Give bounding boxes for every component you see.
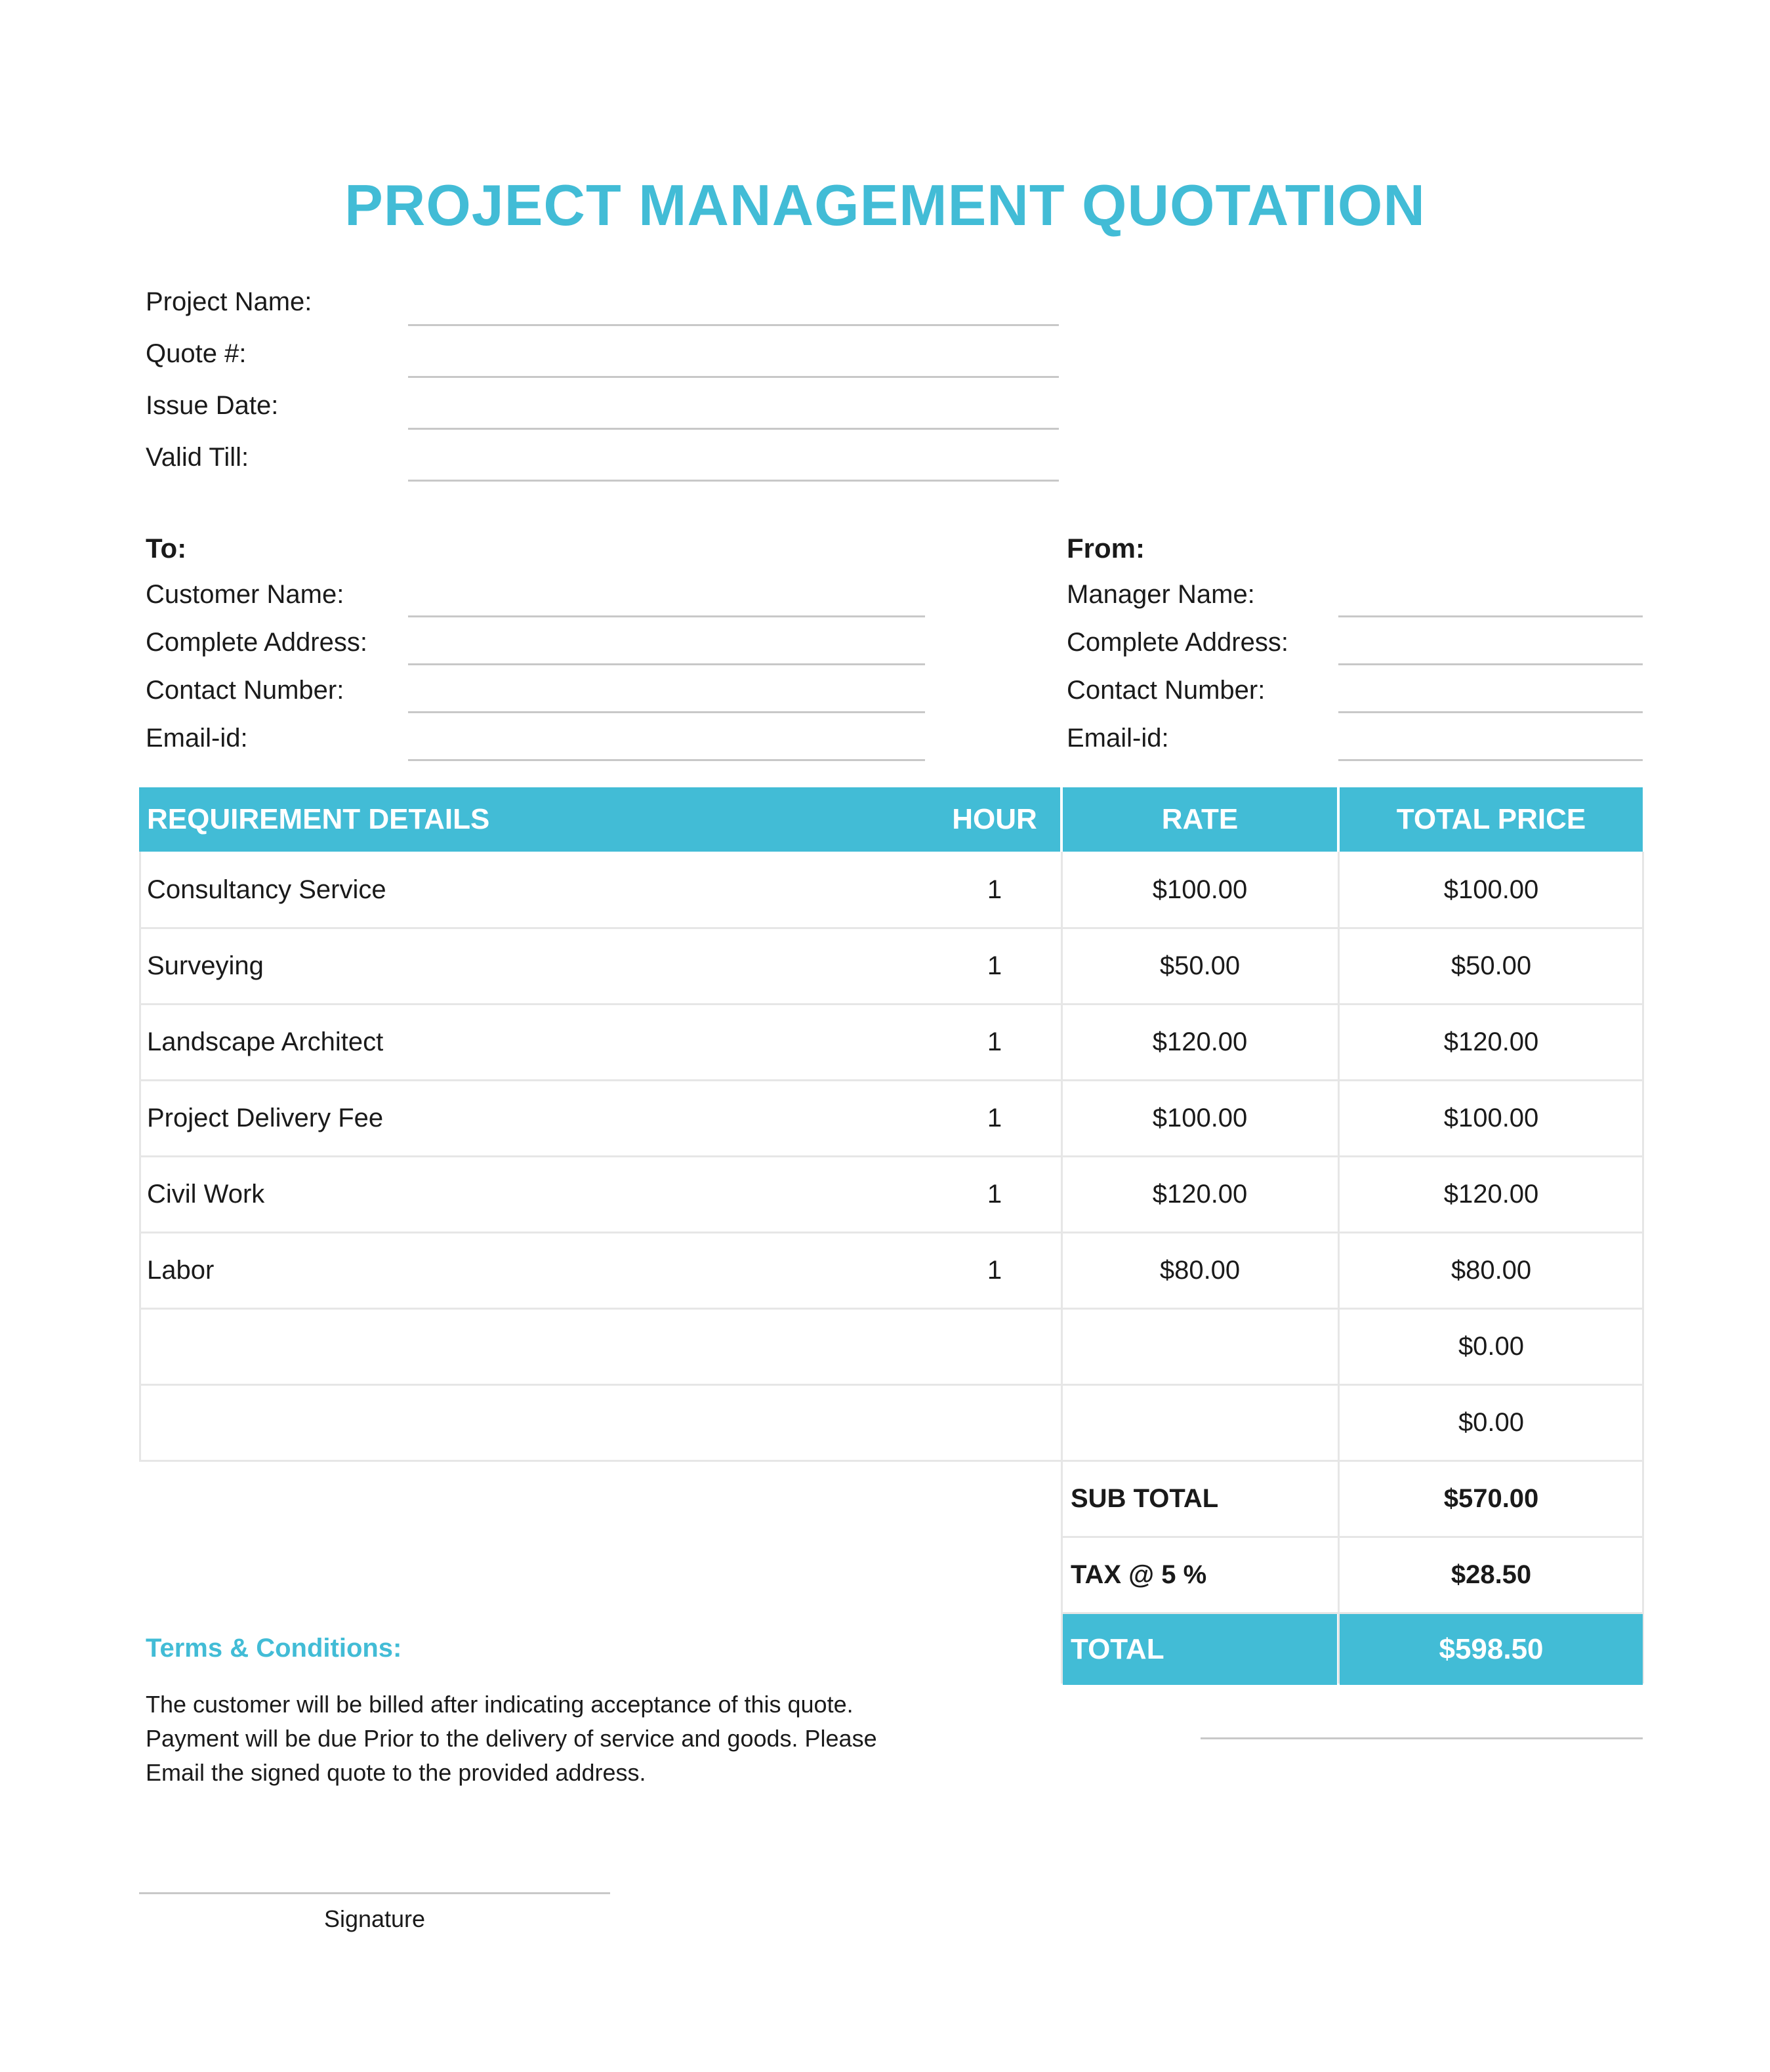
header-total-price: TOTAL PRICE: [1340, 787, 1643, 852]
table-row-total: $80.00: [1451, 1255, 1532, 1285]
valid-till-field-line: [408, 480, 1059, 482]
table-row-hour: 1: [987, 875, 1002, 904]
quote-number-label: Quote #:: [146, 339, 247, 368]
table-row-rate: $100.00: [1152, 1103, 1248, 1132]
project-name-field-line: [408, 324, 1059, 326]
terms-title: Terms & Conditions:: [146, 1634, 402, 1663]
table-row-hour: 1: [987, 1027, 1002, 1056]
valid-till-label: Valid Till:: [146, 443, 249, 472]
to-email-field-line: [408, 759, 925, 761]
from-email-label: Email-id:: [1067, 724, 1169, 753]
table-row-hour: 1: [987, 1103, 1002, 1132]
table-row-hour: 1: [987, 951, 1002, 980]
to-heading: To:: [146, 533, 187, 564]
manager-name-label: Manager Name:: [1067, 580, 1255, 609]
from-contact-label: Contact Number:: [1067, 676, 1266, 705]
table-row-details: [139, 1384, 926, 1461]
table-row-rate: [1063, 1384, 1337, 1461]
table-row-details: Labor: [147, 1255, 215, 1285]
issue-date-field-line: [408, 428, 1059, 430]
issue-date-label: Issue Date:: [146, 391, 279, 420]
to-contact-label: Contact Number:: [146, 676, 344, 705]
customer-name-label: Customer Name:: [146, 580, 344, 609]
table-row-rate: $120.00: [1152, 1027, 1248, 1056]
tax-label: TAX @ 5 %: [1071, 1560, 1207, 1589]
total-value: $598.50: [1340, 1614, 1643, 1685]
customer-name-field-line: [408, 615, 925, 617]
to-contact-field-line: [408, 711, 925, 713]
signature-line: [139, 1892, 610, 1894]
table-row-total: $120.00: [1443, 1179, 1539, 1209]
table-row-total: $0.00: [1458, 1407, 1525, 1437]
table-row-hour: 1: [987, 1179, 1002, 1209]
table-row-rate: $100.00: [1152, 875, 1248, 904]
quote-number-field-line: [408, 376, 1059, 378]
table-row-details: Civil Work: [147, 1179, 265, 1209]
to-address-field-line: [408, 663, 925, 665]
project-name-label: Project Name:: [146, 287, 312, 316]
terms-line: Payment will be due Prior to the delivery of service and goods. Please: [146, 1725, 877, 1752]
tax-value: $28.50: [1451, 1560, 1532, 1589]
from-address-field-line: [1338, 663, 1643, 665]
table-row-total: $0.00: [1458, 1331, 1525, 1361]
table-row-total: $50.00: [1451, 951, 1532, 980]
table-row-total: $120.00: [1443, 1027, 1539, 1056]
terms-line: The customer will be billed after indicating acceptance of this quote.: [146, 1691, 854, 1718]
table-row-hour: [929, 1308, 1060, 1384]
table-row-rate: $50.00: [1159, 951, 1241, 980]
subtotal-label: SUB TOTAL: [1071, 1483, 1219, 1513]
table-row-total: $100.00: [1443, 875, 1539, 904]
from-email-field-line: [1338, 759, 1643, 761]
to-address-label: Complete Address:: [146, 628, 367, 657]
from-address-label: Complete Address:: [1067, 628, 1288, 657]
total-underline: [1201, 1737, 1643, 1739]
from-contact-field-line: [1338, 711, 1643, 713]
table-row-details: Consultancy Service: [147, 875, 386, 904]
header-details: REQUIREMENT DETAILS: [139, 787, 1060, 852]
page-title: PROJECT MANAGEMENT QUOTATION: [344, 173, 1426, 238]
table-row-hour: [929, 1384, 1060, 1461]
subtotal-value: $570.00: [1443, 1483, 1539, 1513]
header-hour: HOUR: [952, 803, 1037, 835]
to-email-label: Email-id:: [146, 724, 248, 753]
header-rate: RATE: [1063, 787, 1337, 852]
table-row-details: Project Delivery Fee: [147, 1103, 384, 1132]
table-row-rate: [1063, 1308, 1337, 1384]
table-row-details: Landscape Architect: [147, 1027, 384, 1056]
table-row-rate: $120.00: [1152, 1179, 1248, 1209]
signature-label: Signature: [323, 1905, 426, 1932]
table-row-rate: $80.00: [1159, 1255, 1241, 1285]
table-row-hour: 1: [987, 1255, 1002, 1285]
total-label: TOTAL: [1063, 1614, 1337, 1685]
table-row-details: Surveying: [147, 951, 264, 980]
manager-name-field-line: [1338, 615, 1643, 617]
terms-line: Email the signed quote to the provided address.: [146, 1759, 646, 1786]
table-row-details: [139, 1308, 926, 1384]
from-heading: From:: [1067, 533, 1145, 564]
table-row-total: $100.00: [1443, 1103, 1539, 1132]
